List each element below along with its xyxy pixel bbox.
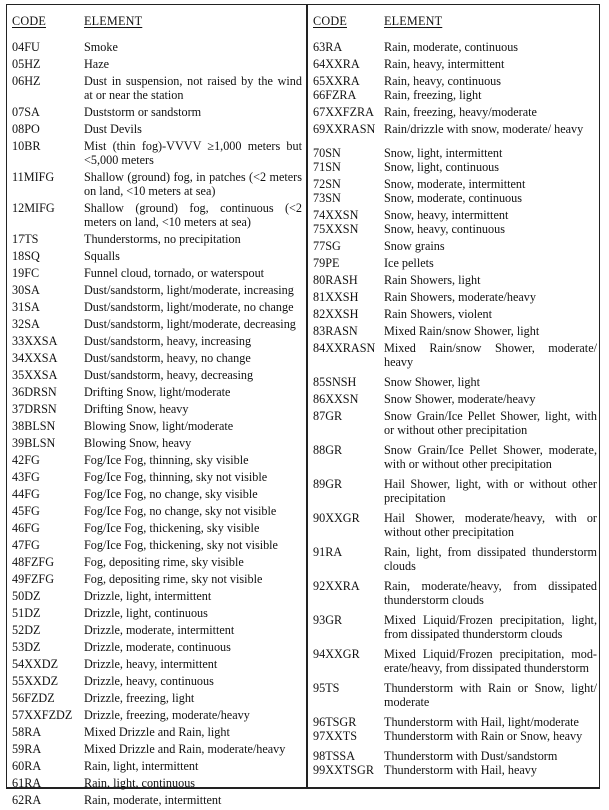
weather-code: 92XXRA [313, 579, 360, 593]
table-row [12, 589, 302, 603]
element-description: Ice pellets [384, 256, 434, 270]
element-description: Dust/sandstorm, heavy, increasing [84, 334, 252, 348]
element-description: Dust/sandstorm, heavy, no change [84, 351, 251, 365]
weather-code: 51DZ [12, 606, 41, 620]
element-description: Drizzle, freezing, light [84, 691, 195, 705]
element-description: Mixed Rain/snow Shower, light [384, 324, 540, 338]
table-row [12, 105, 302, 119]
table-row [313, 88, 597, 102]
weather-code: 32SA [12, 317, 40, 331]
weather-code: 84XXRASN [313, 341, 376, 355]
weather-code: 74XXSN [313, 208, 359, 222]
element-description: Drifting Snow, heavy [84, 402, 189, 416]
element-description: Thunderstorm with Dust/sandstorm [384, 749, 558, 763]
element-description: Mixed Drizzle and Rain, light [84, 725, 230, 739]
column-divider [306, 4, 308, 789]
weather-code: 37DRSN [12, 402, 57, 416]
element-description: Mist (thin fog)-VVVV ≥1,000 meters but <5,000 meters [84, 139, 302, 167]
weather-code: 77SG [313, 239, 341, 253]
weather-code: 18SQ [12, 249, 40, 263]
table-row [12, 470, 302, 484]
weather-code: 56FZDZ [12, 691, 55, 705]
table-row [12, 368, 302, 382]
table-row [12, 334, 302, 348]
weather-code: 04FU [12, 40, 40, 54]
table-row [313, 613, 597, 641]
element-description: Mixed Liquid/Frozen precipitation, light, from dissipated thunderstorm clouds [384, 613, 597, 641]
weather-code: 98TSSA [313, 749, 355, 763]
weather-code: 07SA [12, 105, 40, 119]
element-description: Dust in suspension, not raised by the wind at or near the station [84, 74, 302, 102]
table-row [313, 191, 597, 205]
element-description: Thunderstorm with Hail, light/moderate [384, 715, 579, 729]
element-description: Blowing Snow, light/moderate [84, 419, 234, 433]
element-description: Dust/sandstorm, light/moderate, decreasing [84, 317, 296, 331]
weather-code: 93GR [313, 613, 343, 627]
weather-code: 53DZ [12, 640, 41, 654]
weather-code: 30SA [12, 283, 40, 297]
table-row [12, 691, 302, 705]
element-description: Rain Showers, light [384, 273, 481, 287]
table-row [12, 40, 302, 54]
weather-code: 50DZ [12, 589, 41, 603]
weather-code: 66FZRA [313, 88, 357, 102]
table-row [313, 579, 597, 607]
weather-code: 11MIFG [12, 170, 55, 184]
element-description: Funnel cloud, tornado, or waterspout [84, 266, 265, 280]
table-row [12, 776, 302, 790]
weather-code: 44FG [12, 487, 40, 501]
weather-code: 10BR [12, 139, 41, 153]
element-description: Drizzle, heavy, continuous [84, 674, 214, 688]
element-description: Mixed Liquid/Frozen precipitation, mod-erate/heavy, from dissipated thunderstorm [384, 647, 597, 675]
weather-code: 65XXRA [313, 74, 360, 88]
table-row [12, 640, 302, 654]
element-description: Hail Shower, moderate/heavy, with or without other precipitation [384, 511, 597, 539]
element-description: Blowing Snow, heavy [84, 436, 192, 450]
weather-code: 91RA [313, 545, 343, 559]
element-description: Snow, light, intermittent [384, 146, 503, 160]
element-description: Rain, light, continuous [84, 776, 196, 790]
table-row [313, 256, 597, 270]
code-header: CODE [12, 14, 46, 28]
element-description: Rain, freezing, heavy/moderate [384, 105, 537, 119]
table-row [12, 538, 302, 552]
weather-code: 05HZ [12, 57, 41, 71]
weather-code: 61RA [12, 776, 42, 790]
table-row [313, 647, 597, 675]
weather-code: 57XXFZDZ [12, 708, 73, 722]
table-row [12, 170, 302, 198]
table-row [12, 436, 302, 450]
weather-code: 72SN [313, 177, 341, 191]
weather-code: 90XXGR [313, 511, 360, 525]
element-description: Snow, moderate, continuous [384, 191, 522, 205]
table-row [313, 290, 597, 304]
weather-code: 97XXTS [313, 729, 358, 743]
weather-code: 36DRSN [12, 385, 57, 399]
weather-code: 59RA [12, 742, 42, 756]
table-row [313, 160, 597, 174]
element-description: Fog/Ice Fog, thickening, sky not visible [84, 538, 278, 552]
element-description: Dust/sandstorm, light/moderate, no change [84, 300, 294, 314]
element-description: Thunderstorm with Hail, heavy [384, 763, 537, 777]
table-row [313, 392, 597, 406]
element-description: Duststorm or sandstorm [84, 105, 202, 119]
table-row [12, 402, 302, 416]
element-description: Thunderstorm with Rain or Snow, light/ moderate [384, 681, 597, 709]
table-row [313, 105, 597, 119]
element-description: Rain, moderate, continuous [384, 40, 519, 54]
weather-code: 33XXSA [12, 334, 58, 348]
table-row [313, 763, 597, 777]
weather-code: 70SN [313, 146, 341, 160]
element-description: Rain, moderate/heavy, from dissipated thunderstorm clouds [384, 579, 597, 607]
weather-code: 34XXSA [12, 351, 58, 365]
right-rows [313, 40, 597, 777]
weather-code: 85SNSH [313, 375, 357, 389]
weather-code: 96TSGR [313, 715, 357, 729]
table-row [313, 239, 597, 253]
element-description: Fog, depositing rime, sky visible [84, 555, 244, 569]
table-row [313, 74, 597, 88]
right-column [313, 14, 597, 777]
left-header-row [12, 14, 302, 28]
element-description: Fog/Ice Fog, thinning, sky not visible [84, 470, 268, 484]
table-row [313, 57, 597, 71]
weather-code: 08PO [12, 122, 40, 136]
weather-code: 67XXFZRA [313, 105, 374, 119]
table-row [12, 793, 302, 807]
table-row [12, 122, 302, 136]
element-description: Rain/drizzle with snow, moderate/ heavy [384, 122, 584, 136]
table-row [12, 555, 302, 569]
element-description: Snow, moderate, intermittent [384, 177, 526, 191]
weather-code: 38BLSN [12, 419, 56, 433]
element-description: Snow Shower, moderate/heavy [384, 392, 536, 406]
element-description: Snow Grain/Ice Pellet Shower, light, with or without other precipitation [384, 409, 597, 437]
table-row [12, 708, 302, 722]
element-description: Dust Devils [84, 122, 142, 136]
element-description: Squalls [84, 249, 120, 263]
element-description: Rain, freezing, light [384, 88, 482, 102]
element-description: Shallow (ground) fog, in patches (<2 meters on land, <10 meters at sea) [84, 170, 302, 198]
element-description: Drifting Snow, light/moderate [84, 385, 231, 399]
element-description: Drizzle, light, continuous [84, 606, 208, 620]
table-row [313, 122, 597, 136]
element-description: Dust/sandstorm, heavy, decreasing [84, 368, 254, 382]
table-row [313, 545, 597, 573]
weather-code: 49FZFG [12, 572, 54, 586]
table-row [313, 749, 597, 763]
element-description: Rain, heavy, intermittent [384, 57, 505, 71]
table-row [313, 443, 597, 471]
weather-code: 64XXRA [313, 57, 360, 71]
table-row [313, 307, 597, 321]
table-row [313, 40, 597, 54]
table-row [313, 409, 597, 437]
table-row [12, 385, 302, 399]
element-description: Mixed Drizzle and Rain, moderate/heavy [84, 742, 286, 756]
table-row [12, 74, 302, 102]
table-row [12, 201, 302, 229]
table-row [313, 729, 597, 743]
weather-code: 63RA [313, 40, 343, 54]
weather-code: 58RA [12, 725, 42, 739]
weather-code: 55XXDZ [12, 674, 59, 688]
table-row [313, 146, 597, 160]
weather-code: 06HZ [12, 74, 41, 88]
element-description: Hail Shower, light, with or without other precipitation [384, 477, 597, 505]
table-row [313, 715, 597, 729]
weather-code: 89GR [313, 477, 343, 491]
element-description: Mixed Rain/snow Shower, moderate/ heavy [384, 341, 597, 369]
element-description: Drizzle, moderate, continuous [84, 640, 231, 654]
table-row [12, 317, 302, 331]
element-description: Snow, light, continuous [384, 160, 499, 174]
weather-code: 52DZ [12, 623, 41, 637]
table-row [12, 139, 302, 167]
weather-code: 42FG [12, 453, 40, 467]
element-description: Haze [84, 57, 110, 71]
weather-code: 71SN [313, 160, 341, 174]
weather-code: 19FC [12, 266, 40, 280]
left-column [12, 14, 302, 810]
table-row [313, 477, 597, 505]
left-rows [12, 40, 302, 807]
weather-code: 60RA [12, 759, 42, 773]
element-description: Smoke [84, 40, 118, 54]
table-row [313, 324, 597, 338]
table-row [12, 419, 302, 433]
table-row [12, 266, 302, 280]
element-description: Snow Shower, light [384, 375, 480, 389]
table-row [313, 208, 597, 222]
element-description: Rain, moderate, intermittent [84, 793, 222, 807]
table-row [12, 572, 302, 586]
element-description: Snow, heavy, continuous [384, 222, 505, 236]
table-row [313, 222, 597, 236]
table-row [12, 623, 302, 637]
element-description: Fog/Ice Fog, thickening, sky visible [84, 521, 260, 535]
table-row [313, 273, 597, 287]
table-row [12, 351, 302, 365]
element-description: Snow, heavy, intermittent [384, 208, 509, 222]
table-row [12, 300, 302, 314]
weather-code: 46FG [12, 521, 40, 535]
table-row [12, 759, 302, 773]
element-description: Rain Showers, moderate/heavy [384, 290, 536, 304]
element-description: Thunderstorms, no precipitation [84, 232, 241, 246]
element-header: ELEMENT [84, 14, 143, 28]
table-row [12, 487, 302, 501]
weather-code: 87GR [313, 409, 343, 423]
element-description: Fog/Ice Fog, no change, sky visible [84, 487, 258, 501]
table-row [313, 681, 597, 709]
element-description: Dust/sandstorm, light/moderate, increasing [84, 283, 294, 297]
table-row [12, 674, 302, 688]
weather-code: 73SN [313, 191, 341, 205]
element-description: Rain, light, intermittent [84, 759, 199, 773]
table-row [12, 521, 302, 535]
table-row [12, 725, 302, 739]
table-row [313, 341, 597, 369]
element-description: Snow grains [384, 239, 445, 253]
weather-code: 79PE [313, 256, 340, 270]
table-row [12, 606, 302, 620]
element-description: Rain, heavy, continuous [384, 74, 502, 88]
weather-code: 75XXSN [313, 222, 359, 236]
element-description: Rain Showers, violent [384, 307, 492, 321]
weather-code: 94XXGR [313, 647, 360, 661]
table-row [12, 742, 302, 756]
weather-code: 83RASN [313, 324, 358, 338]
weather-code: 48FZFG [12, 555, 54, 569]
element-description: Shallow (ground) fog, continuous (<2 meters on land, <10 meters at sea) [84, 201, 302, 229]
element-description: Fog, depositing rime, sky not visible [84, 572, 263, 586]
weather-code: 35XXSA [12, 368, 58, 382]
weather-code: 81XXSH [313, 290, 359, 304]
weather-code: 86XXSN [313, 392, 359, 406]
weather-code: 17TS [12, 232, 39, 246]
weather-code: 88GR [313, 443, 343, 457]
table-row [12, 249, 302, 263]
weather-code: 95TS [313, 681, 340, 695]
element-description: Drizzle, light, intermittent [84, 589, 212, 603]
table-row [12, 232, 302, 246]
weather-code: 12MIFG [12, 201, 55, 215]
table-row [12, 283, 302, 297]
table-row [313, 375, 597, 389]
weather-code: 43FG [12, 470, 40, 484]
element-description: Rain, light, from dissipated thunderstorm clouds [384, 545, 597, 573]
weather-code: 54XXDZ [12, 657, 59, 671]
table-row [313, 511, 597, 539]
element-description: Drizzle, freezing, moderate/heavy [84, 708, 250, 722]
weather-code: 69XXRASN [313, 122, 376, 136]
weather-code: 80RASH [313, 273, 358, 287]
table-row [12, 453, 302, 467]
table-row [313, 177, 597, 191]
table-row [12, 504, 302, 518]
right-header-row [313, 14, 597, 28]
weather-code: 82XXSH [313, 307, 359, 321]
element-description: Fog/Ice Fog, no change, sky not visible [84, 504, 277, 518]
weather-code: 39BLSN [12, 436, 56, 450]
element-description: Fog/Ice Fog, thinning, sky visible [84, 453, 249, 467]
weather-code: 62RA [12, 793, 42, 807]
weather-code: 45FG [12, 504, 40, 518]
element-description: Snow Grain/Ice Pellet Shower, moderate, with or without other precipitation [384, 443, 597, 471]
weather-code: 47FG [12, 538, 40, 552]
table-row [12, 57, 302, 71]
weather-code: 31SA [12, 300, 40, 314]
weather-code: 99XXTSGR [313, 763, 374, 777]
code-header: CODE [313, 14, 347, 28]
element-description: Thunderstorm with Rain or Snow, heavy [384, 729, 583, 743]
element-header: ELEMENT [384, 14, 443, 28]
table-row [12, 657, 302, 671]
element-description: Drizzle, heavy, intermittent [84, 657, 218, 671]
element-description: Drizzle, moderate, intermittent [84, 623, 235, 637]
